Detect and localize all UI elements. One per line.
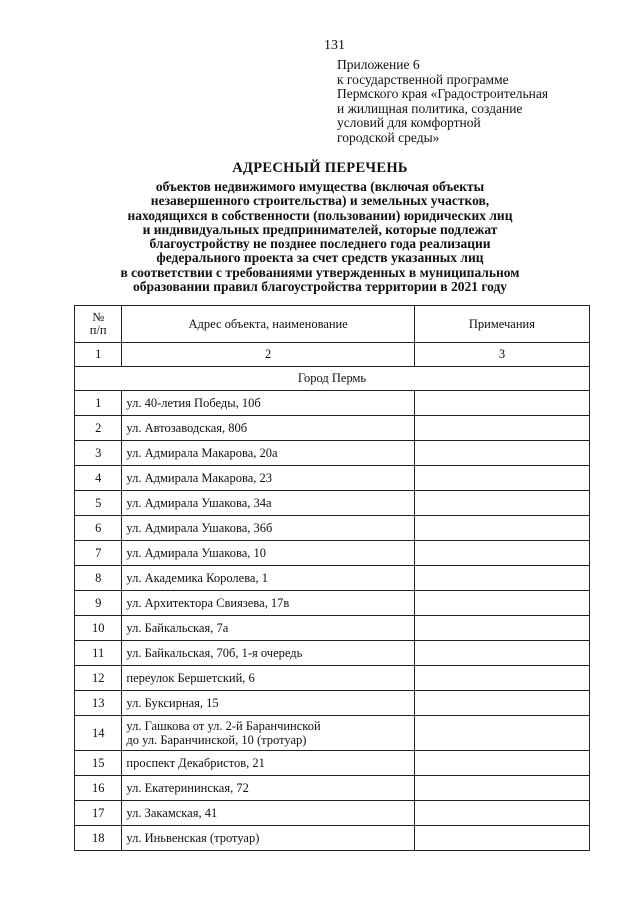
table-row (75, 716, 590, 751)
table-row (75, 641, 590, 666)
row-number: 18 (75, 826, 122, 851)
address-line: ул. Адмирала Макарова, 20а (126, 446, 278, 460)
address-line: ул. Екатерининская, 72 (126, 781, 249, 795)
row-number: 5 (75, 491, 122, 516)
row-number: 12 (75, 666, 122, 691)
table-row (75, 826, 590, 851)
section-title: Город Пермь (75, 367, 590, 391)
row-note (414, 391, 589, 416)
subtitle-line: в соответствии с требованиями утвержденных в муниципальном (120, 264, 520, 280)
row-number: 3 (75, 441, 122, 466)
row-address (122, 716, 414, 751)
address-line: проспект Декабристов, 21 (126, 756, 265, 770)
subtitle-line: и индивидуальных предпринимателей, которые подлежат (142, 221, 498, 237)
table-body (75, 343, 590, 851)
row-note (414, 826, 589, 851)
row-address (122, 391, 414, 416)
row-address (122, 516, 414, 541)
document-title: АДРЕСНЫЙ ПЕРЕЧЕНЬ (232, 160, 408, 176)
page-number: 131 (324, 38, 345, 53)
row-number: 16 (75, 776, 122, 801)
row-note (414, 466, 589, 491)
address-line: ул. Адмирала Макарова, 23 (126, 471, 273, 485)
row-number: 8 (75, 566, 122, 591)
row-address (122, 416, 414, 441)
table-row (75, 751, 590, 776)
row-number: 2 (75, 416, 122, 441)
row-note (414, 566, 589, 591)
row-address (122, 776, 414, 801)
row-note (414, 776, 589, 801)
row-address (122, 751, 414, 776)
row-number: 6 (75, 516, 122, 541)
column-index-row (75, 343, 590, 367)
column-index: 1 (75, 343, 122, 367)
appendix-line: городской среды» (337, 129, 440, 145)
header-number-line1: № (92, 310, 105, 324)
address-line: ул. Адмирала Ушакова, 10 (126, 546, 267, 560)
address-line: ул. Адмирала Ушакова, 36б (126, 521, 273, 535)
address-line: ул. Адмирала Ушакова, 34а (126, 496, 272, 510)
row-note (414, 751, 589, 776)
section-row (75, 367, 590, 391)
row-note (414, 591, 589, 616)
row-note (414, 616, 589, 641)
row-address (122, 691, 414, 716)
table-row (75, 666, 590, 691)
header-number (75, 306, 122, 343)
address-line: ул. Байкальская, 7а (126, 621, 229, 635)
subtitle-line: объектов недвижимого имущества (включая объекты (155, 179, 485, 194)
row-address (122, 441, 414, 466)
appendix-line: и жилищная политика, создание (337, 100, 523, 116)
address-table (74, 305, 590, 851)
column-index: 3 (414, 343, 589, 367)
row-note (414, 491, 589, 516)
appendix-line: Приложение 6 (337, 57, 420, 72)
header-notes: Примечания (414, 306, 589, 343)
row-number: 1 (75, 391, 122, 416)
column-index: 2 (122, 343, 414, 367)
appendix-line: условий для комфортной (337, 115, 481, 131)
row-note (414, 666, 589, 691)
row-note (414, 691, 589, 716)
row-note (414, 641, 589, 666)
header-address: Адрес объекта, наименование (122, 306, 414, 343)
row-number: 11 (75, 641, 122, 666)
row-note (414, 541, 589, 566)
row-note (414, 441, 589, 466)
row-number: 4 (75, 466, 122, 491)
table-row (75, 691, 590, 716)
table-row (75, 591, 590, 616)
address-line: ул. Академика Королева, 1 (126, 571, 268, 585)
address-line: ул. Гашкова от ул. 2-й Баранчинской (126, 719, 321, 733)
subtitle-line: благоустройству не позднее последнего года реализации (149, 236, 491, 252)
row-note (414, 801, 589, 826)
row-address (122, 491, 414, 516)
appendix-line: к государственной программе (337, 71, 509, 87)
row-address (122, 466, 414, 491)
row-number: 14 (75, 716, 122, 751)
appendix-note (337, 58, 597, 146)
subtitle-line: находящихся в собственности (пользовании) юридических лиц (127, 207, 513, 223)
row-number: 9 (75, 591, 122, 616)
table-header-row (75, 306, 590, 343)
row-address (122, 616, 414, 641)
table-row (75, 391, 590, 416)
address-line: ул. Архитектора Свиязева, 17в (126, 596, 290, 610)
address-line: ул. Закамская, 41 (126, 806, 218, 820)
row-note (414, 516, 589, 541)
table-row (75, 441, 590, 466)
address-line: ул. Иньвенская (тротуар) (126, 831, 260, 845)
row-note (414, 416, 589, 441)
table-row (75, 466, 590, 491)
address-line: до ул. Баранчинской, 10 (тротуар) (126, 733, 307, 747)
subtitle-line: образовании правил благоустройства территории в 2021 году (132, 279, 508, 295)
address-line: ул. Байкальская, 70б, 1-я очередь (126, 646, 303, 660)
address-line: ул. Буксирная, 15 (126, 696, 219, 710)
table-row (75, 516, 590, 541)
document-subtitle (0, 180, 640, 294)
row-address (122, 826, 414, 851)
row-address (122, 541, 414, 566)
row-address (122, 591, 414, 616)
appendix-line: Пермского края «Градостроительная (337, 86, 549, 102)
table-row (75, 801, 590, 826)
subtitle-line: федерального проекта за счет средств указанных лиц (156, 250, 484, 266)
row-number: 7 (75, 541, 122, 566)
table-row (75, 491, 590, 516)
row-address (122, 666, 414, 691)
table-row (75, 776, 590, 801)
table-row (75, 616, 590, 641)
row-address (122, 641, 414, 666)
row-number: 13 (75, 691, 122, 716)
subtitle-line: незавершенного строительства) и земельных участков, (150, 193, 490, 209)
address-line: ул. Автозаводская, 80б (126, 421, 248, 435)
table-row (75, 541, 590, 566)
row-number: 17 (75, 801, 122, 826)
row-note (414, 716, 589, 751)
row-address (122, 566, 414, 591)
address-line: переулок Бершетский, 6 (126, 671, 255, 685)
row-number: 10 (75, 616, 122, 641)
table-row (75, 566, 590, 591)
row-number: 15 (75, 751, 122, 776)
address-line: ул. 40-летия Победы, 10б (126, 396, 261, 410)
table-row (75, 416, 590, 441)
row-address (122, 801, 414, 826)
header-number-line2: п/п (89, 323, 107, 337)
